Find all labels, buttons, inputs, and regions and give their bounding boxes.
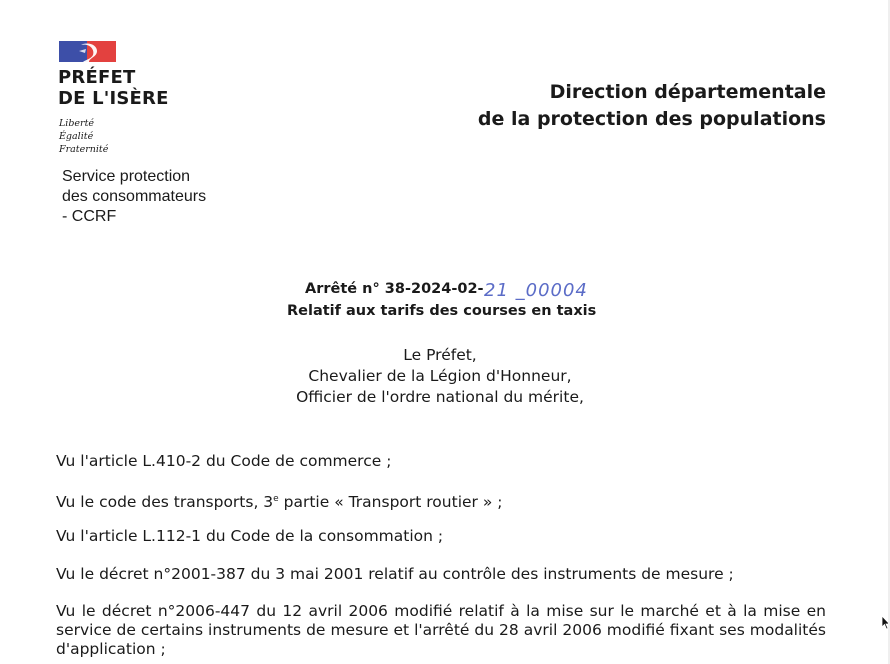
devise bbox=[59, 117, 108, 156]
direction-title bbox=[478, 79, 826, 133]
visa-code-commerce: Vu l'article L.410-2 du Code de commerce ; bbox=[56, 452, 392, 470]
visa-code-transports-text: Vu le code des transports, 3 bbox=[56, 493, 274, 512]
service-line-2: des consommateurs bbox=[62, 188, 207, 205]
direction-line-1: Direction départementale bbox=[549, 81, 826, 103]
marianne-logo-icon bbox=[59, 41, 116, 62]
service-line-3: - CCRF bbox=[62, 208, 117, 225]
prefet-titles bbox=[0, 345, 880, 408]
visa-decret-2001: Vu le décret n°2001-387 du 3 mai 2001 relatif au contrôle des instruments de mesure ; bbox=[56, 565, 734, 583]
visa-code-consommation: Vu l'article L.112-1 du Code de la consommation ; bbox=[56, 527, 444, 545]
devise-fraternite: Fraternité bbox=[59, 144, 109, 155]
arrete-subject: Relatif aux tarifs des courses en taxis bbox=[287, 303, 597, 319]
arrete-number-handwritten: 21 _00004 bbox=[484, 280, 588, 301]
visa-decret-2006: Vu le décret n°2006-447 du 12 avril 2006 modifié relatif à la mise sur le marché et à la mise en service de certains instruments de mesure et l'arrêté du 28 avril 2006 modifié fixant ses modalités d'application ; bbox=[56, 602, 826, 658]
prefet-line-2: Chevalier de la Légion d'Honneur, bbox=[308, 367, 572, 385]
devise-liberte: Liberté bbox=[59, 118, 95, 129]
prefet-line-3: Officier de l'ordre national du mérite, bbox=[296, 388, 584, 406]
visa-code-transports-sup: e bbox=[273, 494, 279, 504]
service-line-1: Service protection bbox=[62, 168, 191, 185]
arrete-number: Arrêté n° 38-2024-02- bbox=[305, 281, 484, 297]
prefet-title-line2: DE L'ISÈRE bbox=[58, 88, 169, 109]
prefet-title bbox=[58, 67, 169, 109]
service-name bbox=[62, 167, 206, 227]
visa-code-transports bbox=[56, 490, 826, 512]
prefet-title-line1: PRÉFET bbox=[58, 67, 136, 88]
visa-code-transports-rest: partie « Transport routier » ; bbox=[278, 493, 503, 512]
direction-line-2: de la protection des populations bbox=[477, 108, 826, 130]
prefet-line-1: Le Préfet, bbox=[403, 346, 477, 364]
devise-egalite: Égalité bbox=[59, 131, 94, 142]
